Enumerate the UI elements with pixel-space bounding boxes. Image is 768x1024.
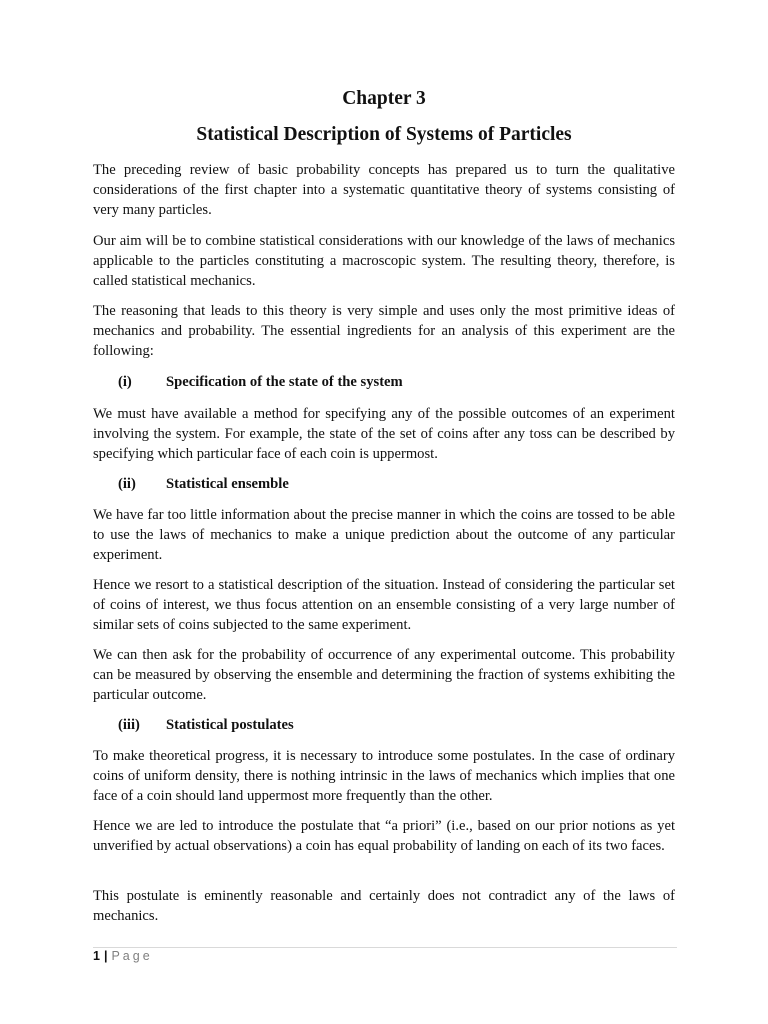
section-title: Statistical ensemble [166,476,289,492]
chapter-label: Chapter 3 [342,88,426,109]
section-2-paragraph-1: We have far too little information about the precise manner in which the coins are tossed to be able to use the laws of mechanics to make a unique prediction about the outcome of any particular experiment. [93,507,675,563]
intro-paragraph-2: Our aim will be to combine statistical considerations with our knowledge of the laws of mechanics applicable to the particles constituting a macroscopic system. The resulting theory, therefore, is called statistical mechanics. [93,233,675,289]
section-number: (ii) [118,476,136,492]
section-heading-1 [118,372,403,392]
section-title: Specification of the state of the system [166,374,403,390]
page-title: Statistical Description of Systems of Particles [196,124,572,145]
intro-paragraph-1: The preceding review of basic probability concepts has prepared us to turn the qualitative considerations of the first chapter into a systematic quantitative theory of systems consisting of very many particles. [93,162,675,218]
section-3-paragraph-3: This postulate is eminently reasonable and certainly does not contradict any of the laws of mechanics. [93,888,675,924]
section-number: (iii) [118,717,140,733]
section-3-paragraph-2: Hence we are led to introduce the postulate that “a priori” (i.e., based on our prior notions as yet unverified by actual observations) a coin has equal probability of landing on each of its two faces. [93,818,675,854]
section-2-paragraph-3: We can then ask for the probability of occurrence of any experimental outcome. This probability can be measured by observing the ensemble and determining the fraction of systems exhibiting the particular outcome. [93,647,675,703]
section-heading-3 [118,715,294,735]
section-3-paragraph-1: To make theoretical progress, it is necessary to introduce some postulates. In the case of ordinary coins of uniform density, there is nothing intrinsic in the laws of mechanics which implies that one face of a coin should land uppermost more frequently than the other. [93,748,675,804]
footer-separator: | [103,949,108,963]
section-title: Statistical postulates [166,717,294,733]
page-label: Page [111,949,153,963]
section-2-paragraph-2: Hence we resort to a statistical description of the situation. Instead of considering the particular set of coins of interest, we thus focus attention on an ensemble consisting of a very large number of similar sets of coins subjected to the same experiment. [93,577,675,633]
page-number: 1 [93,949,100,963]
section-1-paragraph-1: We must have available a method for specifying any of the possible outcomes of an experiment involving the system. For example, the state of the set of coins after any toss can be described by specifying which particular face of each coin is uppermost. [93,406,675,462]
footer-divider [93,947,677,948]
section-heading-2 [118,474,289,494]
intro-paragraph-3: The reasoning that leads to this theory is very simple and uses only the most primitive ideas of mechanics and probability. The essential ingredients for an analysis of this experiment are the following: [93,303,675,359]
page-footer [93,947,153,965]
section-number: (i) [118,374,132,390]
